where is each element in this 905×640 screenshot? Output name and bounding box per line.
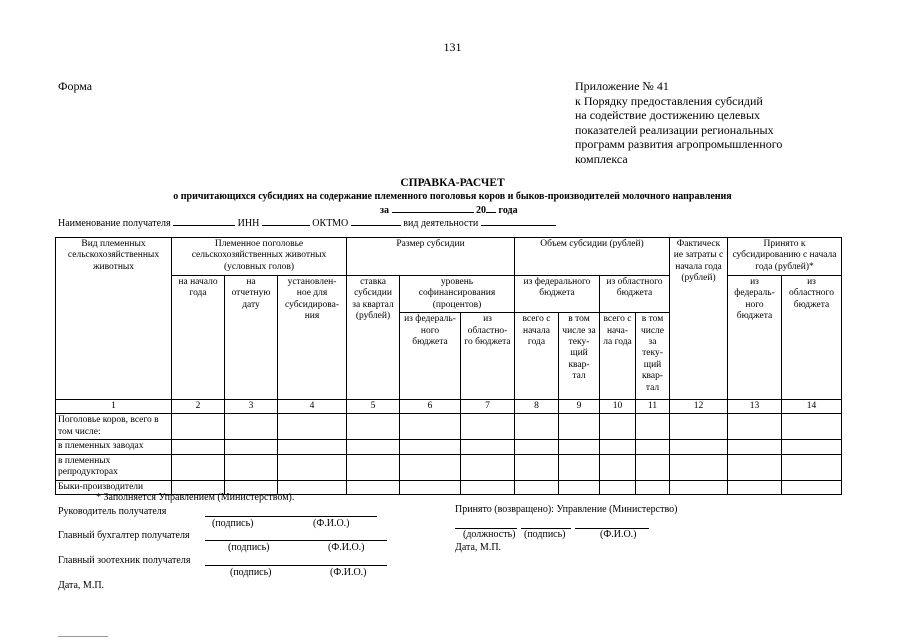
table-cell[interactable] [515, 480, 559, 494]
appendix-line: комплекса [575, 151, 628, 166]
table-cell[interactable] [728, 440, 782, 454]
col-number: 6 [400, 400, 461, 414]
table-cell[interactable] [347, 480, 400, 494]
fio-line-right[interactable] [575, 516, 649, 529]
page-bottom-rule [58, 636, 108, 637]
header-start-year: на начало года [172, 276, 225, 400]
table-cell[interactable] [172, 414, 225, 440]
table-cell[interactable] [347, 440, 400, 454]
year-blank[interactable] [486, 203, 496, 213]
table-cell[interactable] [461, 414, 515, 440]
header-report-date: на отчетную дату [225, 276, 278, 400]
col-number: 12 [670, 400, 728, 414]
position-caption: (должность) [463, 529, 516, 540]
table-cell[interactable] [559, 440, 600, 454]
table-cell[interactable] [278, 440, 347, 454]
col-number: 4 [278, 400, 347, 414]
table-cell[interactable] [728, 414, 782, 440]
table-cell[interactable] [600, 414, 636, 440]
header-reg-quarter: в том числе за теку- щий квар- тал [636, 313, 670, 400]
header-cofin-level: уровень софинансирования (процентов) [400, 276, 515, 313]
table-cell[interactable] [278, 454, 347, 480]
zootech-signature-line[interactable] [205, 553, 387, 566]
date-seal-right: Дата, М.П. [455, 542, 502, 553]
row-label: Быки-производители [56, 480, 172, 494]
table-row [56, 454, 842, 480]
header-volume-fed: из федерального бюджета [515, 276, 600, 313]
table-cell[interactable] [600, 480, 636, 494]
col-number: 1 [56, 400, 172, 414]
table-cell[interactable] [515, 414, 559, 440]
table-cell[interactable] [728, 454, 782, 480]
col-number: 9 [559, 400, 600, 414]
table-row [56, 440, 842, 454]
table-cell[interactable] [670, 414, 728, 440]
head-signature-line[interactable] [205, 504, 377, 517]
table-cell[interactable] [636, 414, 670, 440]
table-cell[interactable] [461, 454, 515, 480]
period-year-suffix: года [498, 205, 518, 216]
appendix-line: к Порядку предоставления субсидий [575, 93, 763, 108]
recipient-line [58, 216, 556, 229]
page-number: 131 [443, 40, 462, 54]
col-number: 13 [728, 400, 782, 414]
activity-blank[interactable] [481, 216, 556, 226]
header-actual-costs: Фактическ ие затраты с начала года (рублей) [670, 238, 728, 400]
header-rate: ставка субсидии за квартал (рублей) [347, 276, 400, 400]
table-cell[interactable] [278, 414, 347, 440]
table-cell[interactable] [636, 454, 670, 480]
head-signature-label: Руководитель получателя [58, 506, 167, 517]
header-fed-total: всего с начала года [515, 313, 559, 400]
table-cell[interactable] [782, 480, 842, 494]
table-cell[interactable] [172, 454, 225, 480]
table-cell[interactable] [782, 454, 842, 480]
appendix-line: показателей реализации региональных [575, 122, 774, 137]
table-cell[interactable] [400, 454, 461, 480]
table-cell[interactable] [461, 440, 515, 454]
inn-blank[interactable] [262, 216, 310, 226]
table-row [56, 414, 842, 440]
col-number: 11 [636, 400, 670, 414]
appendix-line: на содействие достижению целевых [575, 108, 761, 123]
signature-caption-right: (подпись) [524, 529, 566, 540]
table-cell[interactable] [559, 480, 600, 494]
header-set-for-subsidy: установлен- ное для субсидирова- ния [278, 276, 347, 400]
table-cell[interactable] [782, 414, 842, 440]
table-cell[interactable] [225, 440, 278, 454]
table-cell[interactable] [400, 414, 461, 440]
date-seal-left: Дата, М.П. [58, 580, 105, 591]
header-accepted-reg: из областного бюджета [782, 276, 842, 400]
header-animal-type: Вид племенных сельскохозяйственных животных [56, 238, 172, 400]
col-number: 7 [461, 400, 515, 414]
header-volume-reg: из областного бюджета [600, 276, 670, 313]
header-fed-quarter: в том числе за теку- щий квар- тал [559, 313, 600, 400]
accepted-label: Принято (возвращено): Управление (Министерство) [455, 504, 678, 515]
position-line[interactable] [455, 516, 517, 529]
document-title: СПРАВКА-РАСЧЕТ [400, 177, 505, 189]
table-cell[interactable] [347, 414, 400, 440]
zootech-signature-label: Главный зоотехник получателя [58, 555, 191, 566]
col-number: 14 [782, 400, 842, 414]
signature-line-right[interactable] [521, 516, 571, 529]
table-cell[interactable] [225, 414, 278, 440]
table-cell[interactable] [400, 480, 461, 494]
accountant-fio-caption: (Ф.И.О.) [328, 542, 365, 553]
header-subsidy-size: Размер субсидии [347, 238, 515, 276]
table-cell[interactable] [600, 440, 636, 454]
document-subtitle: о причитающихся субсидиях на содержание племенного поголовья коров и быков-производителей молочного направления [173, 191, 732, 202]
column-numbers-row [56, 400, 842, 414]
table-cell[interactable] [670, 454, 728, 480]
col-number: 3 [225, 400, 278, 414]
header-subsidy-volume: Объем субсидии (рублей) [515, 238, 670, 276]
row-label: Поголовье коров, всего в том числе: [56, 414, 172, 440]
period-line [380, 203, 518, 216]
col-number: 8 [515, 400, 559, 414]
header-reg-total: всего с нача- ла года [600, 313, 636, 400]
recipient-name-label: Наименование получателя [58, 218, 171, 229]
zootech-signature-caption: (подпись) [230, 567, 272, 578]
table-cell[interactable] [461, 480, 515, 494]
accountant-signature-label: Главный бухгалтер получателя [58, 530, 190, 541]
header-cofin-reg: из областно- го бюджета [461, 313, 515, 400]
col-number: 5 [347, 400, 400, 414]
activity-label: вид деятельности [403, 218, 479, 229]
accountant-signature-line[interactable] [205, 528, 387, 541]
period-year-prefix: 20 [476, 205, 487, 216]
footnote: * Заполняется Управлением (Министерством). [96, 492, 295, 503]
row-label: в племенных репродукторах [56, 454, 172, 480]
table-cell[interactable] [670, 480, 728, 494]
table-cell[interactable] [636, 440, 670, 454]
table-cell[interactable] [225, 454, 278, 480]
col-number: 10 [600, 400, 636, 414]
header-accepted-fed: из федераль- ного бюджета [728, 276, 782, 400]
head-signature-caption: (подпись) [212, 518, 254, 529]
oktmo-label: ОКТМО [312, 218, 349, 229]
table-cell[interactable] [400, 440, 461, 454]
recipient-name-blank[interactable] [173, 216, 235, 226]
appendix-block [575, 79, 835, 167]
form-label: Форма [58, 79, 93, 93]
table-cell[interactable] [515, 454, 559, 480]
appendix-line: Приложение № 41 [575, 79, 669, 93]
table-cell[interactable] [559, 414, 600, 440]
table-cell[interactable] [728, 480, 782, 494]
inn-label: ИНН [237, 218, 260, 229]
table-cell[interactable] [559, 454, 600, 480]
calculation-table [55, 237, 842, 495]
table-cell[interactable] [515, 440, 559, 454]
table-cell[interactable] [782, 440, 842, 454]
period-za: за [380, 205, 390, 216]
row-label: в племенных заводах [56, 440, 172, 454]
zootech-fio-caption: (Ф.И.О.) [330, 567, 367, 578]
table-cell[interactable] [172, 440, 225, 454]
table-cell[interactable] [670, 440, 728, 454]
accountant-signature-caption: (подпись) [228, 542, 270, 553]
col-number: 2 [172, 400, 225, 414]
table-cell[interactable] [347, 454, 400, 480]
table-cell[interactable] [636, 480, 670, 494]
head-fio-caption: (Ф.И.О.) [313, 518, 350, 529]
oktmo-blank[interactable] [351, 216, 401, 226]
header-livestock-group: Племенное поголовье сельскохозяйственных животных (условных голов) [172, 238, 347, 276]
header-accepted: Принято к субсидированию с начала года (рублей)* [728, 238, 842, 276]
table-cell[interactable] [600, 454, 636, 480]
period-blank[interactable] [392, 203, 474, 213]
header-cofin-fed: из федераль- ного бюджета [400, 313, 461, 400]
fio-caption-right: (Ф.И.О.) [600, 529, 637, 540]
appendix-line: программ развития агропромышленного [575, 137, 783, 152]
